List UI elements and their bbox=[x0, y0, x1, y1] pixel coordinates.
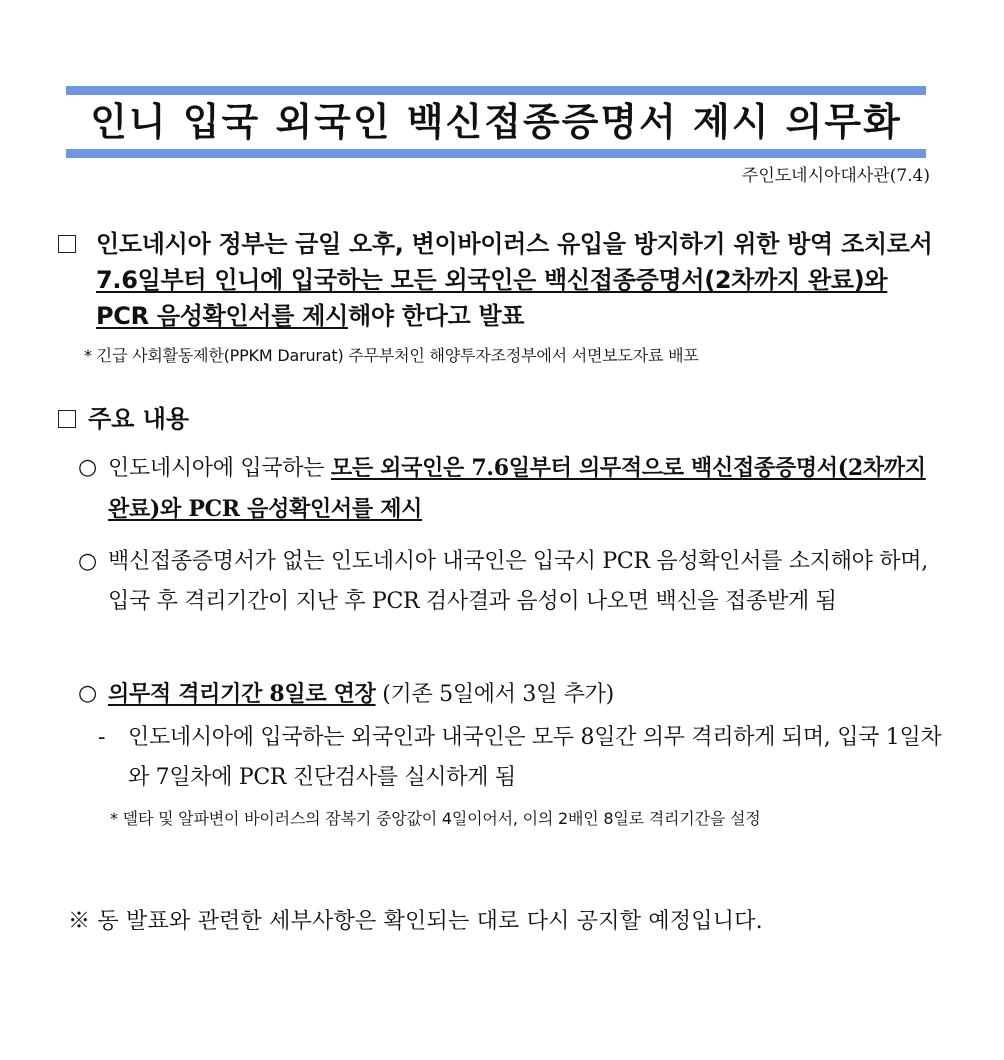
bullet2-text: 백신접종증명서가 없는 인도네시아 내국인은 입국시 PCR 음성확인서를 소지해야 하며, 입국 후 격리기간이 지난 후 PCR 검사결과 음성이 나오면 백신을 접종받게 됨 bbox=[108, 549, 928, 614]
section2-heading-text: 주요 내용 bbox=[88, 405, 190, 433]
section1-summary bbox=[96, 226, 946, 334]
sub-item bbox=[98, 718, 948, 798]
dash-bullet-icon: - bbox=[98, 725, 106, 750]
bullet-item-2 bbox=[78, 542, 948, 622]
summary-text-underlined: 7.6일부터 인니에 입국하는 모든 외국인은 백신접종증명서(2차까지 완료)와 PCR 음성확인서를 제시 bbox=[96, 266, 888, 330]
reference-mark-icon: ※ bbox=[68, 909, 91, 934]
circle-bullet-icon: ○ bbox=[78, 681, 97, 706]
title-top-rule bbox=[66, 86, 926, 95]
bullet-item-3 bbox=[78, 674, 948, 715]
summary-text-tail: 해야 한다고 발표 bbox=[347, 302, 525, 330]
closing-text: 동 발표와 관련한 세부사항은 확인되는 대로 다시 공지할 예정입니다. bbox=[97, 909, 763, 934]
page-title: 인니 입국 외국인 백신접종증명서 제시 의무화 bbox=[90, 100, 902, 144]
source-line: 주인도네시아대사관(7.4) bbox=[741, 166, 930, 186]
closing-notice bbox=[68, 902, 948, 942]
section1-footnote: * 긴급 사회활동제한(PPKM Darurat) 주무부처인 해양투자조정부에서 서면보도자료 배포 bbox=[84, 346, 699, 365]
bullet-item-1 bbox=[78, 448, 948, 530]
bullet3-emphasis: 의무적 격리기간 8일로 연장 bbox=[108, 681, 376, 707]
section2-heading bbox=[58, 401, 189, 437]
checkbox-square-icon bbox=[58, 410, 76, 428]
bullet1-emphasis: 모든 외국인은 7.6일부터 의무적으로 백신접종증명서(2차까지 완료)와 PCR 음성확인서를 제시 bbox=[108, 455, 926, 522]
sub-item-text: 인도네시아에 입국하는 외국인과 내국인은 모두 8일간 의무 격리하게 되며, 입국 1일차와 7일차에 PCR 진단검사를 실시하게 됨 bbox=[128, 725, 942, 790]
title-bottom-rule bbox=[66, 149, 926, 158]
bullet1-text: 인도네시아에 입국하는 bbox=[108, 456, 331, 481]
checkbox-square-icon bbox=[58, 235, 76, 253]
section2-footnote: * 델타 및 알파변이 바이러스의 잠복기 중앙값이 4일이어서, 이의 2배인 8일로 격리기간을 설정 bbox=[110, 809, 761, 828]
summary-text-lead: 인도네시아 정부는 금일 오후, 변이바이러스 유입을 방지하기 위한 방역 조치로서 bbox=[96, 230, 933, 258]
bullet3-text: (기존 5일에서 3일 추가) bbox=[375, 682, 614, 707]
circle-bullet-icon: ○ bbox=[78, 549, 97, 574]
section1-marker bbox=[58, 226, 88, 262]
circle-bullet-icon: ○ bbox=[78, 455, 97, 480]
